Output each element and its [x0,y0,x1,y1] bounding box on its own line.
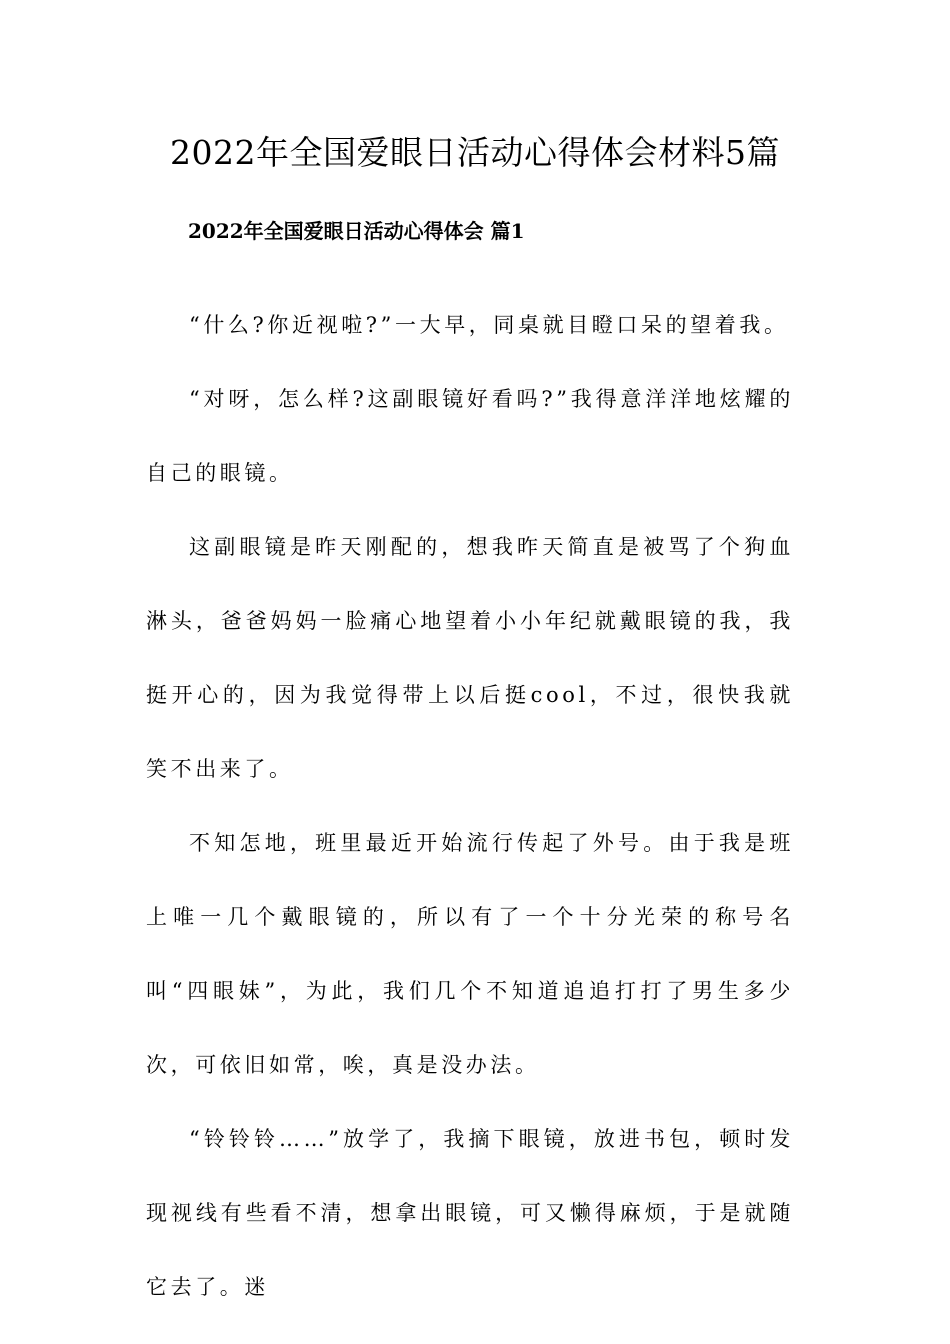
document-body [146,288,794,1324]
document-title: 2022年全国爱眼日活动心得体会材料5篇 [170,133,780,172]
paragraph-3: 这副眼镜是昨天刚配的，想我昨天简直是被骂了个狗血淋头，爸爸妈妈一脸痛心地望着小小年纪就戴眼镜的我，我挺开心的，因为我觉得带上以后挺cool，不过，很快我就笑不出来了。 [146,535,794,781]
paragraph-2: “对呀，怎么样?这副眼镜好看吗?”我得意洋洋地炫耀的自己的眼镜。 [146,387,794,485]
paragraph-1: “什么?你近视啦?”一大早，同桌就目瞪口呆的望着我。 [189,313,789,337]
section-heading: 2022年全国爱眼日活动心得体会 篇1 [188,219,525,243]
paragraph-5: “铃铃铃……”放学了，我摘下眼镜，放进书包，顿时发现视线有些看不清，想拿出眼镜，可又懒得麻烦，于是就随它去了。迷 [146,1127,794,1299]
paragraph-4: 不知怎地，班里最近开始流行传起了外号。由于我是班上唯一几个戴眼镜的，所以有了一个十分光荣的称号名叫“四眼妹”，为此，我们几个不知道追追打打了男生多少次，可依旧如常，唉，真是没办法。 [146,831,794,1077]
